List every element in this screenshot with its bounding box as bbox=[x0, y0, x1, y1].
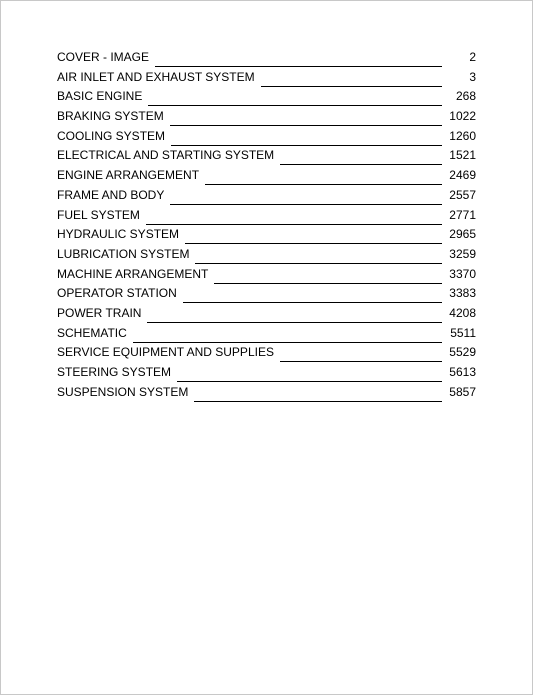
toc-entry[interactable] bbox=[57, 325, 476, 345]
toc-entry-page-number: 5529 bbox=[449, 345, 476, 360]
toc-entry-label: SCHEMATIC bbox=[57, 325, 127, 340]
toc-leader-line bbox=[183, 287, 442, 303]
toc-entry[interactable] bbox=[57, 285, 476, 305]
toc-entry-label: LUBRICATION SYSTEM bbox=[57, 246, 190, 261]
toc-leader-line bbox=[177, 366, 442, 382]
toc-entry-page-number: 1260 bbox=[449, 128, 476, 143]
toc-entry-page-number: 2771 bbox=[449, 207, 476, 222]
toc-entry-page-number: 2557 bbox=[449, 187, 476, 202]
table-of-contents bbox=[57, 49, 476, 403]
toc-leader-line bbox=[214, 268, 442, 284]
toc-entry-label: STEERING SYSTEM bbox=[57, 365, 172, 379]
toc-entry-page-number: 2469 bbox=[449, 168, 476, 183]
toc-entry[interactable] bbox=[57, 344, 476, 364]
toc-entry-page-number: 3 bbox=[469, 69, 476, 84]
toc-entry-label: COOLING SYSTEM bbox=[57, 128, 166, 143]
toc-entry-label: FUEL SYSTEM bbox=[57, 207, 140, 222]
toc-entry-label: ELECTRICAL AND STARTING SYSTEM bbox=[57, 148, 275, 163]
toc-leader-line bbox=[195, 248, 442, 264]
toc-entry-page-number: 5511 bbox=[450, 325, 476, 340]
toc-leader-line bbox=[261, 71, 442, 87]
toc-entry-label: ENGINE ARRANGEMENT bbox=[57, 168, 200, 183]
toc-entry[interactable] bbox=[57, 147, 476, 167]
toc-leader-line bbox=[185, 228, 442, 244]
toc-entry[interactable] bbox=[57, 167, 476, 187]
toc-entry-label: AIR INLET AND EXHAUST SYSTEM bbox=[57, 69, 255, 84]
toc-entry-label: FRAME AND BODY bbox=[57, 187, 165, 202]
toc-entry-page-number: 2 bbox=[469, 50, 476, 64]
toc-leader-line bbox=[205, 169, 442, 185]
toc-leader-line bbox=[146, 209, 442, 225]
toc-leader-line bbox=[148, 90, 442, 106]
toc-entry[interactable] bbox=[57, 187, 476, 207]
toc-entry-label: SERVICE EQUIPMENT AND SUPPLIES bbox=[57, 345, 274, 360]
toc-entry[interactable] bbox=[57, 266, 476, 286]
toc-entry[interactable] bbox=[57, 49, 476, 69]
toc-leader-line bbox=[170, 110, 442, 126]
toc-leader-line bbox=[133, 327, 442, 343]
toc-entry-page-number: 3370 bbox=[449, 266, 476, 281]
toc-leader-line bbox=[147, 307, 442, 323]
toc-entry-page-number: 3383 bbox=[449, 286, 476, 301]
toc-entry[interactable] bbox=[57, 69, 476, 89]
toc-entry[interactable] bbox=[57, 384, 476, 404]
toc-entry-page-number: 2965 bbox=[449, 227, 476, 242]
toc-entry[interactable] bbox=[57, 207, 476, 227]
toc-entry-page-number: 268 bbox=[455, 89, 476, 104]
toc-entry-label: HYDRAULIC SYSTEM bbox=[57, 227, 180, 242]
toc-entry-label: SUSPENSION SYSTEM bbox=[57, 384, 189, 399]
toc-entry-page-number: 3259 bbox=[449, 246, 476, 261]
toc-entry[interactable] bbox=[57, 246, 476, 266]
toc-entry[interactable] bbox=[57, 305, 476, 325]
toc-entry[interactable] bbox=[57, 108, 476, 128]
toc-entry[interactable] bbox=[57, 128, 476, 148]
toc-entry[interactable] bbox=[57, 226, 476, 246]
toc-leader-line bbox=[280, 149, 442, 165]
toc-entry-label: BASIC ENGINE bbox=[57, 89, 143, 104]
toc-entry-page-number: 4208 bbox=[449, 305, 476, 320]
toc-leader-line bbox=[170, 189, 442, 205]
toc-entry-label: OPERATOR STATION bbox=[57, 286, 177, 301]
toc-entry-label: COVER - IMAGE bbox=[57, 50, 150, 64]
toc-leader-line bbox=[194, 386, 442, 402]
toc-entry[interactable] bbox=[57, 88, 476, 108]
toc-entry-page-number: 5613 bbox=[449, 365, 476, 379]
toc-entry[interactable] bbox=[57, 364, 476, 384]
toc-entry-page-number: 1521 bbox=[449, 148, 476, 163]
toc-leader-line bbox=[171, 130, 442, 146]
toc-entry-page-number: 5857 bbox=[449, 384, 476, 399]
toc-entry-label: POWER TRAIN bbox=[57, 305, 142, 320]
toc-leader-line bbox=[280, 346, 442, 362]
toc-entry-label: BRAKING SYSTEM bbox=[57, 109, 164, 124]
toc-entry-page-number: 1022 bbox=[449, 109, 476, 124]
toc-entry-label: MACHINE ARRANGEMENT bbox=[57, 266, 209, 281]
toc-leader-line bbox=[155, 51, 442, 67]
